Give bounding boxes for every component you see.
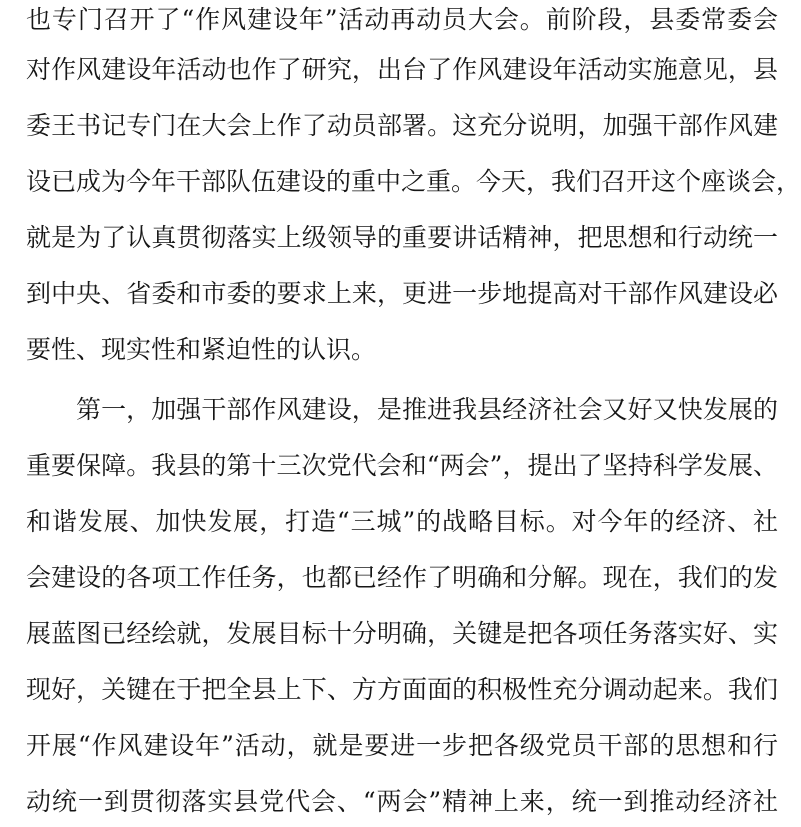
- text-line: 展蓝图已经绘就，发展目标十分明确，关键是把各项任务落实好、实: [26, 619, 778, 648]
- text-line: 动统一到贯彻落实县党代会、“两会”精神上来，统一到推动经济社: [26, 787, 778, 816]
- text-line: 也专门召开了“作风建设年”活动再动员大会。前阶段，县委常委会: [26, 5, 778, 34]
- text-line: 到中央、省委和市委的要求上来，更进一步地提高对干部作风建设必: [26, 279, 778, 308]
- text-line: 开展“作风建设年”活动，就是要进一步把各级党员干部的思想和行: [26, 731, 778, 760]
- paragraph-first-line: 第一，加强干部作风建设，是推进我县经济社会又好又快发展的: [76, 395, 778, 424]
- text-line: 对作风建设年活动也作了研究，出台了作风建设年活动实施意见，县: [26, 55, 778, 84]
- text-line: 就是为了认真贯彻落实上级领导的重要讲话精神，把思想和行动统一: [26, 223, 778, 252]
- text-line: 现好，关键在于把全县上下、方方面面的积极性充分调动起来。我们: [26, 675, 778, 704]
- text-line: 要性、现实性和紧迫性的认识。: [26, 335, 377, 364]
- text-line: 重要保障。我县的第十三次党代会和“两会”，提出了坚持科学发展、: [26, 451, 778, 480]
- text-line: 设已成为今年干部队伍建设的重中之重。今天，我们召开这个座谈会，: [26, 167, 801, 196]
- text-line: 和谐发展、加快发展，打造“三城”的战略目标。对今年的经济、社: [26, 507, 778, 536]
- text-line: 会建设的各项工作任务，也都已经作了明确和分解。现在，我们的发: [26, 563, 778, 592]
- text-line: 委王书记专门在大会上作了动员部署。这充分说明，加强干部作风建: [26, 111, 778, 140]
